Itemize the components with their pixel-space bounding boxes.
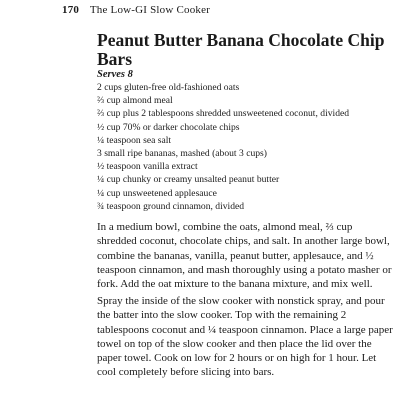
book-title: The Low-GI Slow Cooker xyxy=(89,4,211,16)
ingredient-item: ⅔ cup plus 2 tablespoons shredded unsweetened coconut, divided xyxy=(97,108,350,120)
ingredient-list xyxy=(97,82,397,214)
direction-paragraph: Spray the inside of the slow cooker with nonstick spray, and pour the batter into the slow cooker. Top with the remaining 2 tablespoons coconut and ¼ teaspoon cinnamon. Place a large paper towel on top of the slow cooker and then place the lid over the paper towel. Cook on low for 2 hours or on high for 1 hour. Let cool completely before slicing into bars. xyxy=(97,295,393,379)
ingredient-item: ¼ teaspoon sea salt xyxy=(97,134,172,146)
direction-paragraph: In a medium bowl, combine the oats, almond meal, ⅔ cup shredded coconut, chocolate chips, and salt. In another large bowl, combine the bananas, vanilla, peanut butter, applesauce, and ½ teaspoon cinnamon, and mash thoroughly using a potato masher or fork. Add the oat mixture to the banana mixture, and mix well. xyxy=(97,221,392,291)
page-number: 170 xyxy=(62,4,80,16)
recipe-title: Peanut Butter Banana Chocolate Chip Bars xyxy=(97,30,385,69)
ingredient-item: ¼ cup chunky or creamy unsalted peanut butter xyxy=(97,174,280,186)
ingredient-item: 2 cups gluten-free old-fashioned oats xyxy=(97,82,240,93)
running-header xyxy=(62,4,210,16)
ingredient-item: ⅔ cup almond meal xyxy=(97,95,173,107)
ingredient-item: ¾ teaspoon ground cinnamon, divided xyxy=(97,200,245,212)
serves-label: Serves 8 xyxy=(97,69,133,80)
ingredient-item: ½ cup 70% or darker chocolate chips xyxy=(97,121,240,133)
ingredient-item: ¼ cup unsweetened applesauce xyxy=(97,187,217,199)
ingredient-item: ½ teaspoon vanilla extract xyxy=(97,161,198,173)
ingredient-item: 3 small ripe bananas, mashed (about 3 cups) xyxy=(97,147,267,159)
